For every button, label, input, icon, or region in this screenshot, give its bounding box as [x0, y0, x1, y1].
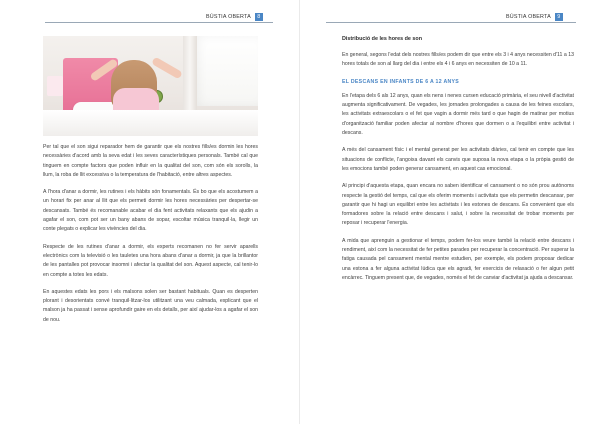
header-rule	[326, 22, 576, 23]
subheading: EL DESCANS EN INFANTS DE 6 A 12 ANYS	[342, 78, 460, 85]
paragraph: En aquestes edats les pors i els malsons solen ser bastant habituals. Quan es desperten plorant i desorientats convé tranquil·litzar-los utilitzant una veu calmada, explicant que el malson ja ha passat i sense aprofundir gaire en els detalls, per així ajudar-los a agafar el son de nou.	[43, 288, 258, 323]
page-header	[506, 12, 563, 21]
paragraph: A mida que aprenguin a gestionar el temps, podem fer-los veure també la relació entre descans i rendiment, així com la necessitat de fer petites parades per recuperar la concentració. Per superar la fatiga causada pel cansament mental mentre estudien, per exemple, els podem proposar dedicar una estona a fer alguna activitat lúdica que els agradi, fer exercicis de relaxació o fer algun petit encàrrec. Tinguem present que, de vegades, només el fet de canviar d'activitat ja ajuda a descansar.	[342, 237, 574, 281]
right-body-text	[342, 51, 574, 291]
left-body-text	[43, 143, 258, 333]
header-rule	[45, 22, 273, 23]
paragraph: A l'hora d'anar a dormir, les rutines i els hàbits són fonamentals. És bo que els acostumem a un horari fix per anar al llit que els permeti dormir les hores necessàries per despertar-se descansats. També és recomanable acabar el dia fent activitats relaxants que els ajudin a agafar el son, com pot ser un bany abans de sopar, escoltar música tranquil·la, llegir un conte plegats o explicar les vivències del dia.	[43, 189, 258, 233]
paragraph: Al principi d'aquesta etapa, quan encara no saben identificar el cansament o no són prou autònoms respecte la gestió del temps, cal que els oferim moments i activitats que els permetin descansar, per garantir que hi hagi un equilibri entre les activitats i les estones de descans. És convenient que els formadores sobre la relació entre descans i salut, i sobre la necessitat de trobar moments per reposar i recuperar l'energia.	[342, 183, 574, 227]
page-header	[206, 12, 263, 21]
intro-paragraph: En general, segons l'edat dels nostres fills/es podem dir que entre els 3 i 4 anys necessiten d'11 a 13 hores totals de son al llarg del dia i entre els 4 i 6 anys en necessiten de 10 a 11.	[342, 52, 574, 68]
photo-bed	[43, 110, 258, 136]
section-title: Distribució de les hores de son	[342, 36, 422, 42]
photo-curtain	[183, 36, 197, 111]
page-number: 9	[555, 13, 563, 21]
child-waking-photo	[43, 36, 258, 136]
header-title: BÚSTIA OBERTA	[206, 13, 251, 20]
photo-lamp	[47, 76, 63, 96]
paragraph: A més del cansament físic i el mental generat per les activitats diàries, cal tenir en compte que les situacions de conflicte, l'angoixa davant els canvis que suposa la nova etapa o la pròpia gestió de les emocions també poden generar cansament, en aquest cas emocional.	[342, 147, 574, 172]
page-number: 8	[255, 13, 263, 21]
paragraph: En l'etapa dels 6 als 12 anys, quan els nens i nenes cursen educació primària, el seu nivell d'activitat augmenta significativament. De vegades, les jornades prolongades a causa de les feines escolars, les activitats extraescolars o el fet que vagin a dormir més tard o que hagin de matinar per motius d'organització familiar poden afectar al nombre d'hores que dormen o a l'equilibri entre activitat i descans.	[342, 92, 574, 137]
right-page	[300, 0, 600, 424]
paragraph: Respecte de les rutines d'anar a dormir, els experts recomanen no fer servir aparells electrònics com la televisió o les tauletes una hora abans d'anar a dormir, ja que la brillantor de les pantalles pot provocar insomni i afectar la qualitat del son. Aquest aspecte, cal tenir-lo en compte a totes les edats.	[43, 243, 258, 278]
paragraph: Per tal que el son sigui reparador hem de garantir que els nostres fills/es dormin les hores necessàries d'acord amb la seva edat i les seves característiques personals. També cal que tinguem en compte factors que poden influir en la qualitat del son, com són els sorolls, la llum, la roba de llit excessiva o la temperatura de l'habitació, entre altres aspectes.	[43, 144, 258, 178]
photo-window	[193, 36, 258, 106]
header-title: BÚSTIA OBERTA	[506, 13, 551, 20]
